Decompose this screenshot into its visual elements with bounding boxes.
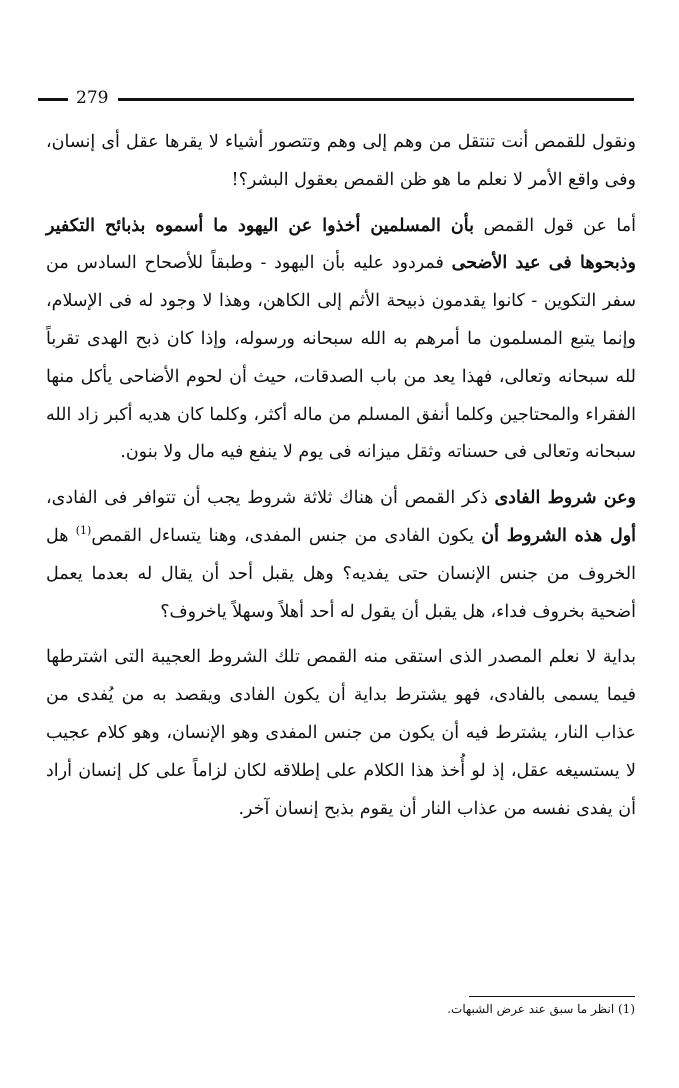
paragraph-3-text-a: ذكر القمص أن هناك ثلاثة شروط يجب أن تتوافر فى الفادى، bbox=[46, 488, 495, 509]
paragraph-2-bold: بأن المسلمين أخذوا عن اليهود ما أسموه بذبائح التكفير وذبحوها فى عيد الأضحى bbox=[46, 215, 637, 274]
footnote: (1) انظر ما سبق عند عرض الشبهات. bbox=[447, 1002, 635, 1016]
paragraph-1: ونقول للقمص أنت تنتقل من وهم إلى وهم وتتصور أشياء لا يقرها عقل أى إنسان، وفى واقع الأمر لا نعلم ما هو ظن القمص بعقول البشر؟! bbox=[46, 132, 636, 190]
header-rule-left bbox=[38, 98, 68, 101]
paragraph-3-text-c: هل الخروف من جنس الإنسان حتى يفديه؟ وهل يقبل أحد أن يقال له بعدما يعمل أضحية بخروف فداء، هل يقبل أن يقول له أحد أهلاً وسهلاً ياخروف؟ bbox=[46, 525, 636, 622]
page-number: 279 bbox=[76, 88, 109, 108]
paragraph-3 bbox=[46, 480, 636, 631]
paragraph-3-bold-a: وعن شروط الفادى bbox=[494, 488, 636, 509]
paragraph-2-lead: أما عن قول القمص bbox=[473, 215, 636, 236]
paragraph-4: بداية لا نعلم المصدر الذى استقى منه القمص تلك الشروط العجيبة التى اشترطها فيما يسمى بالفادى، فهو يشترط بداية أن يكون الفادى ويقصد به من يُفدى من عذاب النار، يشترط فيه أن يكون من جنس المفدى وهو الإنسان، وهو كلام عجيب لا يستسيغه عقل، إذ لو أُخذ هذا الكلام على إطلاقه لكان لزاماً على كل إنسان أراد أن يفدى نفسه من عذاب النار أن يقوم بذبح إنسان آخر. bbox=[46, 647, 636, 819]
paragraph-2 bbox=[46, 208, 636, 473]
header-rule-right bbox=[118, 98, 634, 101]
paragraph-3-text-b: يكون الفادى من جنس المفدى، وهنا يتساءل القمص bbox=[91, 525, 482, 546]
page-header bbox=[38, 88, 634, 112]
paragraph-2-rest: فمردود عليه بأن اليهود - وطبقاً للأصحاح السادس من سفر التكوين - كانوا يقدمون ذبيحة الأثم إلى الكاهن، وهذا لا وجود له فى الإسلام، وإنما يتبع المسلمون ما أمرهم به الله سبحانه ورسوله، وإذا كان ذبح الهدى تقرباً لله سبحانه وتعالى، فهذا يعد من باب الصدقات، حيث أن لحوم الأضاحى يأكل منها الفقراء والمحتاجين وكلما أنفق المسلم من ماله أكثر، وكلما كان هديه أكبر زاد الله سبحانه وتعالى فى حسناته وثقل ميزانه فى يوم لا ينفع فيه مال ولا بنون. bbox=[46, 253, 636, 463]
paragraph-3-bold-b: أول هذه الشروط أن bbox=[481, 525, 637, 546]
footnote-ref[interactable]: (1) bbox=[75, 524, 92, 538]
main-text bbox=[46, 124, 636, 828]
footnote-divider bbox=[469, 996, 635, 997]
